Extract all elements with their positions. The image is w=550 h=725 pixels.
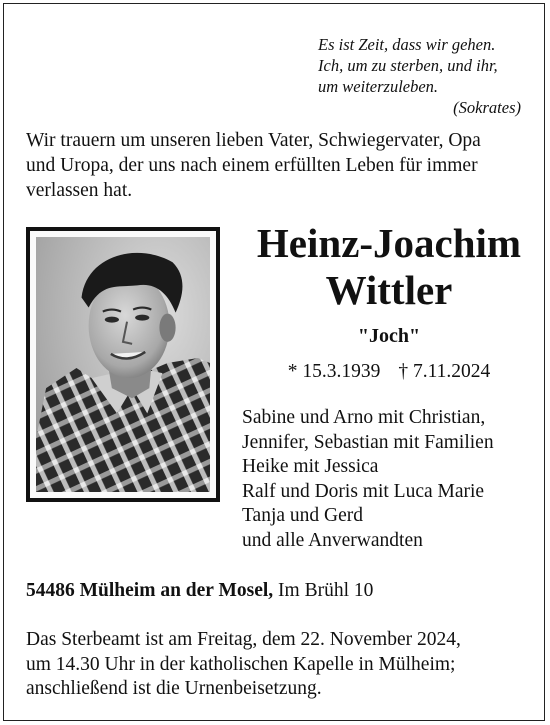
mourner-line: Ralf und Doris mit Luca Marie xyxy=(242,480,485,502)
quote-line: Es ist Zeit, dass wir gehen. xyxy=(318,35,496,54)
intro-line: Wir trauern um unseren lieben Vater, Schwiegervater, Opa xyxy=(26,130,481,151)
birth-date: * 15.3.1939 xyxy=(287,361,381,382)
intro-text xyxy=(26,128,538,203)
notice-line: um 14.30 Uhr in der katholischen Kapelle in Mülheim; xyxy=(26,653,456,675)
mourner-line: Tanja und Gerd xyxy=(242,505,364,526)
epigraph-quote xyxy=(318,34,533,118)
intro-line: verlassen hat. xyxy=(26,180,133,201)
death-date: † 7.11.2024 xyxy=(398,361,491,382)
deceased-name xyxy=(236,220,542,314)
mourning-address xyxy=(26,579,538,603)
mourner-line: und alle Anverwandten xyxy=(242,529,423,551)
mourner-line: Heike mit Jessica xyxy=(242,456,379,477)
funeral-notice xyxy=(26,628,538,702)
first-name: Heinz-Joachim xyxy=(256,220,522,266)
notice-line: Das Sterbeamt ist am Freitag, dem 22. November 2024, xyxy=(26,629,461,650)
nickname: "Joch" xyxy=(357,325,421,347)
address-street: Im Brühl 10 xyxy=(278,580,374,601)
address-place: 54486 Mülheim an der Mosel, xyxy=(26,580,274,601)
mourners-list xyxy=(242,406,542,553)
quote-author: (Sokrates) xyxy=(453,98,521,117)
intro-line: und Uropa, der uns nach einem erfüllten Leben für immer xyxy=(26,155,478,176)
mourner-line: Sabine und Arno mit Christian, xyxy=(242,407,486,428)
last-name: Wittler xyxy=(325,267,453,313)
notice-line: anschließend ist die Urnenbeisetzung. xyxy=(26,678,322,699)
quote-line: Ich, um zu sterben, und ihr, xyxy=(318,56,498,75)
quote-line: um weiterzuleben. xyxy=(318,77,439,96)
mourner-line: Jennifer, Sebastian mit Familien xyxy=(242,431,494,453)
obituary-notice xyxy=(3,3,545,721)
portrait-photo xyxy=(26,227,220,502)
life-dates xyxy=(236,360,542,384)
portrait-image xyxy=(36,237,210,492)
